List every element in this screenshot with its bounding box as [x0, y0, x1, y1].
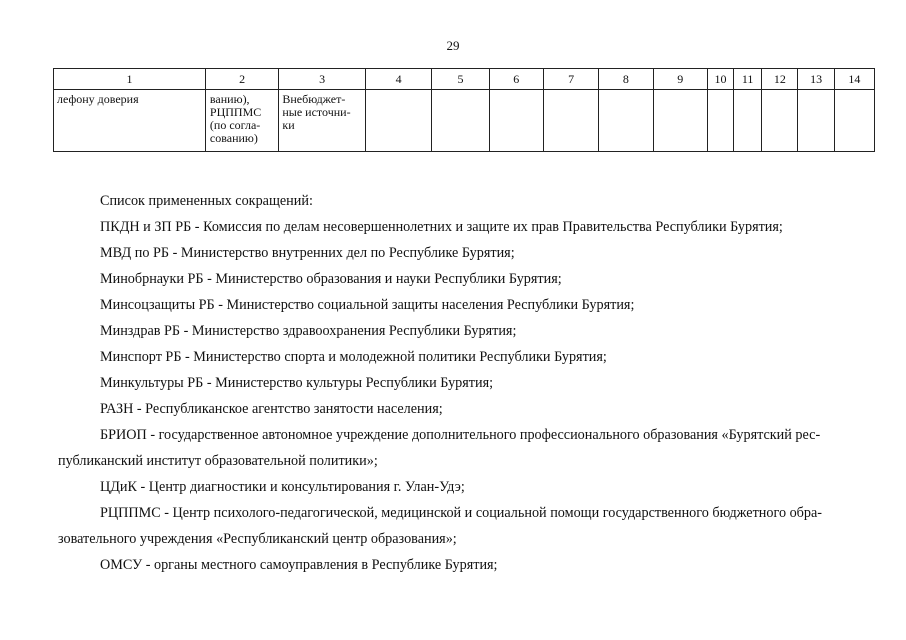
abbreviation-item: Минкультуры РБ - Министерство культуры Республики Бурятия; [100, 375, 494, 391]
abbreviation-item: РАЗН - Республиканское агентство занятости населения; [100, 401, 443, 417]
column-header: 4 [365, 69, 431, 90]
table-cell [205, 90, 278, 152]
table-cell [365, 90, 431, 152]
program-table [53, 68, 875, 152]
abbreviation-item: Минсоцзащиты РБ - Министерство социальной защиты населения Республики Бурятия; [100, 297, 635, 313]
table-cell [707, 90, 733, 152]
column-header: 6 [489, 69, 543, 90]
table-cell [653, 90, 707, 152]
column-header: 3 [279, 69, 366, 90]
column-header: 9 [653, 69, 707, 90]
abbreviation-item: Минобрнауки РБ - Министерство образования и науки Республики Бурятия; [100, 271, 562, 287]
column-header: 2 [205, 69, 278, 90]
table-row [54, 90, 875, 152]
cell-text: ки [282, 118, 295, 132]
table-cell [734, 90, 762, 152]
table-cell [762, 90, 798, 152]
abbreviation-item-rcppms: РЦППМС - Центр психолого-педагогической, медицинской и социальной помощи государственного бюджетного обра- [100, 505, 823, 521]
cell-text: (по согла- [209, 118, 261, 132]
table-cell [279, 90, 366, 152]
column-header: 8 [599, 69, 653, 90]
table-header-row [54, 69, 875, 90]
column-header: 7 [543, 69, 598, 90]
cell-text: РЦППМС [209, 105, 262, 119]
abbreviation-item-brion: БРИОП - государственное автономное учреждение дополнительного профессионального образования «Бурятский рес- [100, 427, 821, 443]
page-number: 29 [446, 38, 460, 53]
column-header: 12 [762, 69, 798, 90]
abbreviation-item: Минспорт РБ - Министерство спорта и молодежной политики Республики Бурятия; [100, 349, 607, 365]
table-cell [489, 90, 543, 152]
column-header: 5 [432, 69, 489, 90]
abbreviations-section [58, 188, 876, 578]
cell-text: ные источни- [282, 105, 351, 119]
table-cell [432, 90, 489, 152]
cell-text: Внебюджет- [282, 92, 346, 106]
cell-text: ванию), [209, 92, 250, 106]
table-cell [543, 90, 598, 152]
abbreviation-item: Минздрав РБ - Министерство здравоохранения Республики Бурятия; [100, 323, 517, 339]
cell-text: сованию) [209, 131, 258, 145]
table-cell [54, 90, 206, 152]
abbreviations-intro: Список примененных сокращений: [100, 193, 313, 209]
column-header: 1 [54, 69, 206, 90]
column-header: 14 [834, 69, 874, 90]
abbreviation-item-brion-cont: публиканский институт образовательной политики»; [58, 453, 378, 469]
table-cell [599, 90, 653, 152]
column-header: 10 [707, 69, 733, 90]
abbreviation-item: МВД по РБ - Министерство внутренних дел по Республике Бурятия; [100, 245, 515, 261]
table-cell [798, 90, 834, 152]
abbreviation-item: ОМСУ - органы местного самоуправления в Республике Бурятия; [100, 557, 498, 573]
column-header: 11 [734, 69, 762, 90]
abbreviation-item: ПКДН и ЗП РБ - Комиссия по делам несовершеннолетних и защите их прав Правительства Республики Бурятия; [100, 219, 783, 235]
table-cell [834, 90, 874, 152]
cell-text: лефону доверия [57, 92, 139, 106]
abbreviation-item: ЦДиК - Центр диагностики и консультирования г. Улан-Удэ; [100, 479, 465, 495]
column-header: 13 [798, 69, 834, 90]
abbreviation-item-rcppms-cont: зовательного учреждения «Республиканский центр образования»; [58, 531, 457, 547]
